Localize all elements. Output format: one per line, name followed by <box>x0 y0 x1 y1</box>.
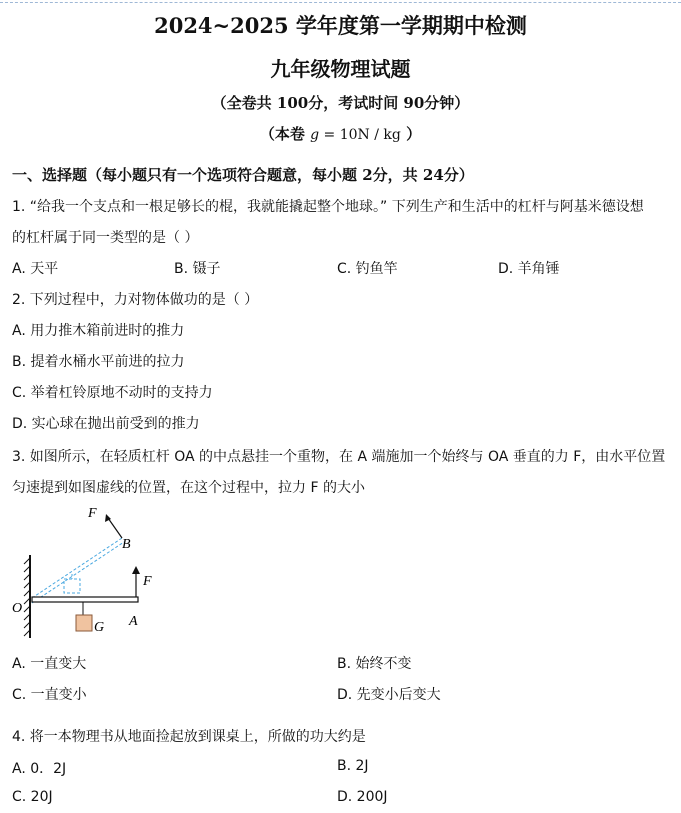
q4-option-d[interactable]: D. 200J <box>337 789 388 805</box>
q1-stem-line-2: 的杠杆属于同一类型的是（ ） <box>12 230 199 246</box>
section-heading: 一、选择题（每小题只有一个选项符合题意，每小题 2分，共 24分） <box>12 166 474 184</box>
q4-option-b[interactable]: B. 2J <box>337 758 369 774</box>
constant-prefix: （本卷 <box>259 125 305 143</box>
constant-g: g <box>310 127 320 143</box>
constant-note <box>0 123 681 144</box>
dashed-weight <box>64 579 80 593</box>
force-arrow-b <box>108 518 122 538</box>
q2-stem: 2. 下列过程中，力对物体做功的是（ ） <box>12 292 259 308</box>
label-b: B <box>122 537 131 552</box>
label-a: A <box>129 614 138 629</box>
constant-formula <box>310 127 401 143</box>
label-o: O <box>12 601 23 616</box>
weight-block <box>76 615 92 631</box>
constant-suffix: ） <box>406 125 422 143</box>
q4-option-a[interactable]: A. 0．2J <box>12 761 67 777</box>
q3-stem-line-2: 匀速提到如图虚线的位置，在这个过程中，拉力 F 的大小 <box>12 480 365 496</box>
q1-stem-line-1: 1. “给我一个支点和一根足够长的棍，我就能撬起整个地球。” 下列生产和生活中的杠杆与阿基米德设想 <box>12 199 644 215</box>
top-dashed-rule <box>0 2 681 3</box>
q4-option-c[interactable]: C. 20J <box>12 789 53 805</box>
q3-option-b[interactable]: B. 始终不变 <box>337 656 412 672</box>
constant-value: = 10N / kg <box>319 127 401 143</box>
q3-option-d[interactable]: D. 先变小后变大 <box>337 687 441 703</box>
force-arrowhead-a <box>132 566 140 574</box>
q3-option-c[interactable]: C. 一直变小 <box>12 687 87 703</box>
label-f-right: F <box>143 574 152 589</box>
q1-option-c[interactable]: C. 钓鱼竿 <box>337 261 398 277</box>
q1-option-d[interactable]: D. 羊角锤 <box>498 261 560 277</box>
q1-option-a[interactable]: A. 天平 <box>12 261 59 277</box>
exam-subtitle: 九年级物理试题 <box>270 57 411 81</box>
q3-option-a[interactable]: A. 一直变大 <box>12 656 87 672</box>
exam-info: （全卷共 100分，考试时间 90分钟） <box>211 94 470 112</box>
exam-title: 2024~2025 学年度第一学期期中检测 <box>154 13 527 38</box>
dashed-lever-lower <box>32 542 124 603</box>
q4-stem: 4. 将一本物理书从地面捡起放到课桌上，所做的功大约是 <box>12 729 366 745</box>
label-g: G <box>94 620 105 635</box>
label-f-top: F <box>88 506 97 521</box>
q3-stem-line-1: 3. 如图所示，在轻质杠杆 OA 的中点悬挂一个重物，在 A 端施加一个始终与 OA 垂直的力 F，由水平位置 <box>12 449 666 465</box>
dashed-lever-upper <box>32 538 122 598</box>
q2-option-a[interactable]: A. 用力推木箱前进时的推力 <box>12 323 185 339</box>
lever-diagram <box>10 500 185 645</box>
q1-option-b[interactable]: B. 镊子 <box>174 261 221 277</box>
q2-option-d[interactable]: D. 实心球在抛出前受到的推力 <box>12 416 200 432</box>
q2-option-c[interactable]: C. 举着杠铃原地不动时的支持力 <box>12 385 213 401</box>
q2-option-b[interactable]: B. 提着水桶水平前进的拉力 <box>12 354 185 370</box>
horizontal-lever <box>32 597 138 602</box>
